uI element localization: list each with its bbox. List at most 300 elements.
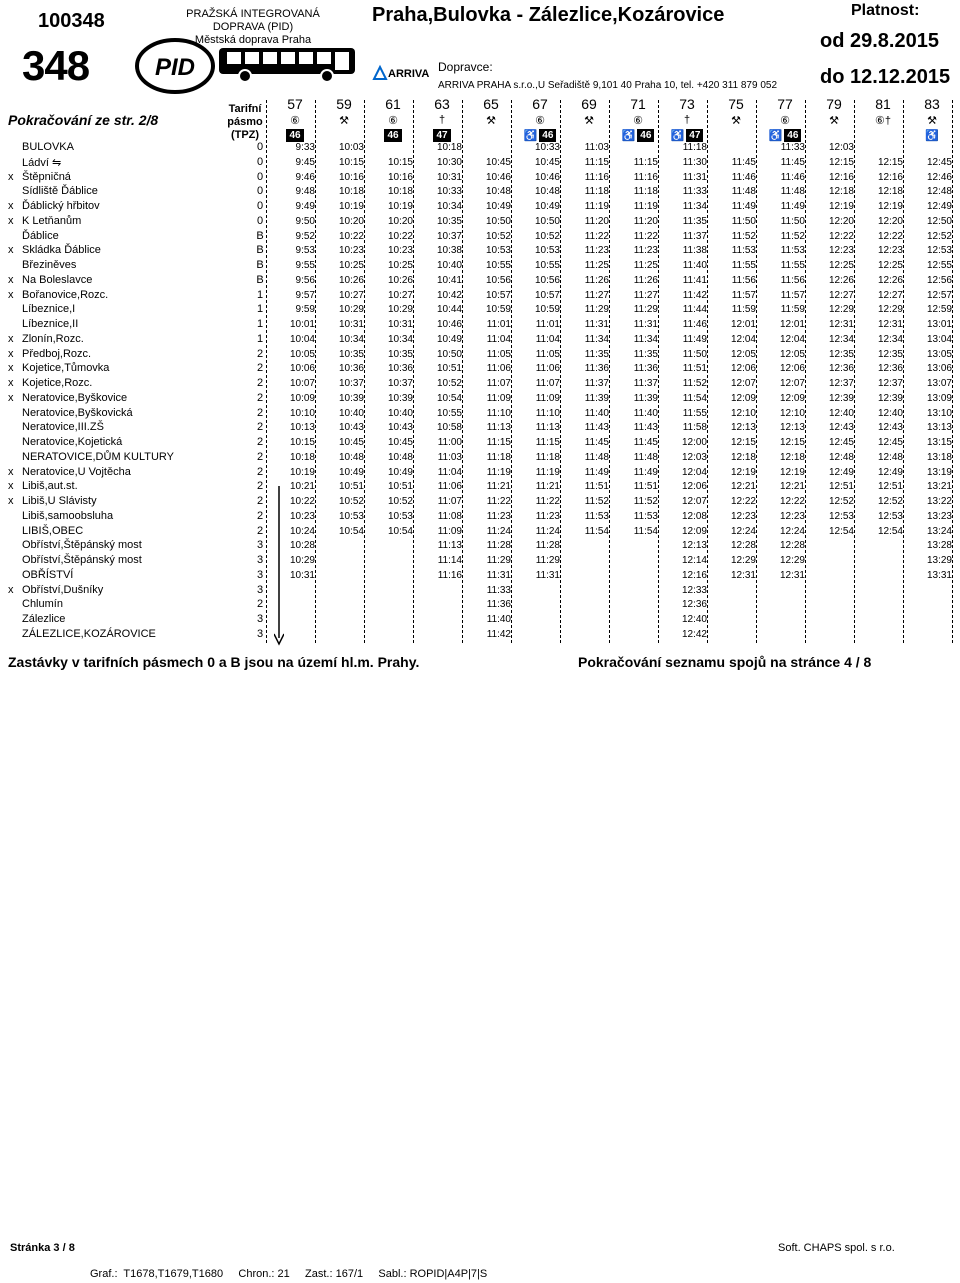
carrier-label: Dopravce: xyxy=(438,60,493,74)
departure-time: 13:23 xyxy=(926,510,952,522)
departure-time: 10:13 xyxy=(289,422,315,434)
on-request-marker: x xyxy=(8,377,14,389)
departure-time: 11:25 xyxy=(584,260,609,271)
departure-time: 11:43 xyxy=(584,422,609,434)
trip-number: 69 xyxy=(581,96,597,112)
departure-time: 11:25 xyxy=(633,260,658,271)
departure-time: 12:50 xyxy=(926,215,952,227)
departure-time: 12:05 xyxy=(779,348,805,360)
trip-badges xyxy=(612,129,664,142)
departure-time: 11:53 xyxy=(633,510,658,522)
departure-time: 11:07 xyxy=(535,378,560,389)
departure-time: 12:59 xyxy=(926,304,952,316)
departure-time: 13:18 xyxy=(926,451,952,463)
departure-time: 11:36 xyxy=(486,599,511,611)
departure-time: 9:55 xyxy=(295,260,315,271)
departure-time: 11:19 xyxy=(486,466,511,478)
departure-time: 9:56 xyxy=(295,274,315,286)
trip-badges xyxy=(857,129,909,142)
departure-time: 12:27 xyxy=(877,289,903,301)
departure-time: 11:06 xyxy=(486,363,511,375)
departure-time: 12:01 xyxy=(779,319,805,330)
trip-badges xyxy=(416,129,468,142)
column-separator xyxy=(560,100,561,643)
departure-time: 11:36 xyxy=(633,363,658,375)
departure-time: 10:25 xyxy=(338,260,364,271)
trip-badges xyxy=(710,129,762,142)
stop-name: K Letňanům xyxy=(22,214,82,227)
departure-time: 11:31 xyxy=(633,319,658,330)
departure-time: 12:39 xyxy=(828,392,854,404)
column-separator xyxy=(413,100,414,643)
departure-time: 11:41 xyxy=(682,274,707,286)
departure-time: 11:49 xyxy=(731,201,756,212)
trip-number: 81 xyxy=(875,96,891,112)
departure-time: 10:15 xyxy=(289,437,315,448)
departure-time: 11:46 xyxy=(682,319,707,330)
departure-time: 10:45 xyxy=(338,437,364,448)
departure-time: 11:54 xyxy=(682,392,707,404)
departure-time: 10:45 xyxy=(534,156,560,168)
departure-time: 10:22 xyxy=(387,230,413,242)
departure-time: 10:52 xyxy=(485,230,511,242)
departure-time: 10:26 xyxy=(387,274,413,286)
departure-time: 11:37 xyxy=(682,230,707,242)
departure-time: 12:34 xyxy=(828,333,854,345)
departure-time: 12:46 xyxy=(926,171,952,183)
organization-name: PRAŽSKÁ INTEGROVANÁ DOPRAVA (PID) xyxy=(186,8,320,33)
departure-time: 10:37 xyxy=(436,230,462,242)
departure-time: 10:49 xyxy=(436,333,462,345)
stop-name: Obříství,Dušníky xyxy=(22,583,104,596)
stop-zone: 2 xyxy=(256,465,264,478)
departure-time: 12:53 xyxy=(877,510,903,522)
departure-time: 11:23 xyxy=(633,245,658,257)
departure-time: 10:40 xyxy=(387,407,413,419)
departure-time: 11:35 xyxy=(584,348,609,360)
departure-time: 12:04 xyxy=(730,333,756,345)
departure-time: 12:19 xyxy=(877,201,903,212)
departure-time: 10:48 xyxy=(485,186,511,198)
departure-time: 10:16 xyxy=(387,171,413,183)
on-request-marker: x xyxy=(8,347,14,360)
departure-time: 11:50 xyxy=(731,215,756,227)
departure-time: 11:49 xyxy=(780,201,805,212)
departure-time: 12:23 xyxy=(730,510,756,522)
departure-time: 10:31 xyxy=(387,319,413,330)
stop-zone: 0 xyxy=(256,141,264,153)
departure-time: 12:49 xyxy=(926,201,952,212)
departure-time: 10:30 xyxy=(436,156,462,168)
departure-time: 11:13 xyxy=(486,422,511,434)
trip-symbol: ⚒ xyxy=(829,115,839,127)
departure-time: 12:16 xyxy=(877,171,903,183)
stop-zone: 1 xyxy=(256,288,264,301)
on-request-marker: x xyxy=(8,362,14,375)
departure-time: 10:54 xyxy=(387,525,413,537)
departure-time: 10:07 xyxy=(289,378,315,389)
departure-time: 10:05 xyxy=(289,348,315,360)
column-separator xyxy=(952,100,953,643)
wheelchair-icon: ♿ xyxy=(925,130,939,142)
column-separator xyxy=(511,100,512,643)
on-request-marker: x xyxy=(8,332,14,345)
stop-name: Libiš,U Slávisty xyxy=(22,495,97,507)
departure-time: 11:04 xyxy=(535,333,560,345)
departure-time: 12:22 xyxy=(877,230,903,242)
departure-time: 10:53 xyxy=(387,510,413,522)
departure-time: 10:55 xyxy=(436,407,462,419)
departure-time: 12:26 xyxy=(877,274,903,286)
departure-time: 11:31 xyxy=(682,171,707,183)
trip-badges xyxy=(661,129,713,142)
departure-time: 12:23 xyxy=(828,245,854,257)
continuation-note: Pokračování seznamu spojů na stránce 4 / 8 xyxy=(578,654,872,670)
departure-time: 12:29 xyxy=(828,304,854,316)
on-request-marker: x xyxy=(8,214,14,227)
departure-time: 10:46 xyxy=(436,319,462,330)
departure-time: 12:35 xyxy=(828,348,854,360)
departure-time: 11:35 xyxy=(633,348,658,360)
departure-time: 11:29 xyxy=(633,304,658,316)
departure-time: 11:39 xyxy=(584,392,609,404)
departure-time: 10:54 xyxy=(338,525,364,537)
departure-time: 10:18 xyxy=(338,186,364,198)
departure-time: 10:52 xyxy=(436,378,462,389)
trip-number: 75 xyxy=(728,96,744,112)
departure-time: 12:28 xyxy=(730,540,756,552)
departure-time: 12:25 xyxy=(877,260,903,271)
departure-time: 11:49 xyxy=(682,333,707,345)
departure-time: 12:19 xyxy=(828,201,854,212)
trip-symbol: † xyxy=(438,114,446,126)
departure-time: 12:13 xyxy=(730,422,756,434)
departure-time: 10:26 xyxy=(338,274,364,286)
stop-name: Zálezlice xyxy=(22,613,66,625)
departure-time: 12:00 xyxy=(681,437,707,448)
departure-time: 10:56 xyxy=(485,274,511,286)
departure-time: 11:15 xyxy=(535,437,560,448)
departure-time: 11:49 xyxy=(584,466,609,478)
departure-time: 11:55 xyxy=(780,260,805,271)
departure-time: 11:13 xyxy=(535,422,560,434)
departure-time: 12:23 xyxy=(877,245,903,257)
trip-badge: 46 xyxy=(784,129,801,142)
departure-time: 12:16 xyxy=(828,171,854,183)
departure-time: 10:36 xyxy=(387,363,413,375)
departure-time: 10:46 xyxy=(485,171,511,183)
departure-time: 11:57 xyxy=(780,289,805,301)
departure-time: 11:16 xyxy=(437,569,462,581)
departure-time: 11:45 xyxy=(780,156,805,168)
departure-time: 10:48 xyxy=(338,451,364,463)
departure-time: 11:31 xyxy=(584,319,609,330)
departure-time: 12:22 xyxy=(779,496,805,507)
departure-time: 12:35 xyxy=(877,348,903,360)
departure-time: 11:03 xyxy=(437,451,462,463)
departure-time: 10:43 xyxy=(338,422,364,434)
on-request-marker: x xyxy=(8,288,14,301)
departure-time: 10:53 xyxy=(338,510,364,522)
departure-time: 13:13 xyxy=(926,422,952,434)
departure-time: 10:50 xyxy=(436,348,462,360)
departure-time: 10:55 xyxy=(485,260,511,271)
departure-time: 11:36 xyxy=(584,363,609,375)
departure-time: 10:42 xyxy=(436,289,462,301)
departure-time: 11:18 xyxy=(486,451,511,463)
departure-time: 11:26 xyxy=(633,274,658,286)
departure-time: 10:25 xyxy=(387,260,413,271)
departure-time: 11:34 xyxy=(584,333,609,345)
departure-time: 10:31 xyxy=(338,319,364,330)
departure-time: 10:50 xyxy=(534,215,560,227)
column-separator xyxy=(707,100,708,643)
departure-time: 12:53 xyxy=(926,245,952,257)
stop-name: Neratovice,Byškovice xyxy=(22,391,128,404)
departure-time: 10:59 xyxy=(485,304,511,316)
departure-time: 10:18 xyxy=(387,186,413,198)
departure-time: 12:21 xyxy=(779,481,805,493)
departure-time: 10:20 xyxy=(338,215,364,227)
departure-time: 11:18 xyxy=(584,186,609,198)
trip-badges xyxy=(318,129,370,142)
departure-time: 11:19 xyxy=(535,466,560,478)
departure-time: 12:49 xyxy=(877,466,903,478)
stop-zone: 2 xyxy=(256,377,264,389)
arriva-logo-text: ARRIVA xyxy=(388,68,430,80)
departure-time: 10:37 xyxy=(387,378,413,389)
stop-zone: 2 xyxy=(256,450,264,463)
stop-zone: 1 xyxy=(256,318,264,330)
departure-time: 11:01 xyxy=(486,319,511,330)
departure-time: 11:56 xyxy=(780,274,805,286)
stop-zone: 0 xyxy=(256,170,264,183)
departure-time: 12:33 xyxy=(681,584,707,596)
departure-time: 11:29 xyxy=(486,555,511,566)
stop-name: Neratovice,U Vojtěcha xyxy=(22,465,131,478)
departure-time: 13:19 xyxy=(926,466,952,478)
departure-time: 10:29 xyxy=(289,555,315,566)
departure-time: 12:36 xyxy=(681,599,707,611)
departure-time: 10:44 xyxy=(436,304,462,316)
stop-zone: B xyxy=(256,244,264,257)
departure-time: 11:58 xyxy=(682,422,707,434)
departure-time: 10:40 xyxy=(338,407,364,419)
departure-time: 12:48 xyxy=(828,451,854,463)
departure-time: 13:29 xyxy=(926,555,952,566)
departure-time: 13:21 xyxy=(926,481,952,493)
stop-zone: 2 xyxy=(256,495,264,507)
departure-time: 11:21 xyxy=(535,481,560,493)
departure-time: 11:33 xyxy=(780,142,805,153)
departure-time: 11:59 xyxy=(780,304,805,316)
departure-time: 12:37 xyxy=(877,378,903,389)
trip-symbol: ⑥† xyxy=(875,115,891,127)
departure-time: 11:24 xyxy=(486,525,511,537)
departure-time: 10:51 xyxy=(387,481,413,493)
departure-time: 10:51 xyxy=(338,481,364,493)
departure-time: 10:48 xyxy=(387,451,413,463)
stop-zone: 1 xyxy=(256,303,264,316)
departure-time: 12:28 xyxy=(779,540,805,552)
departure-time: 9:52 xyxy=(295,230,315,242)
wheelchair-icon: ♿ xyxy=(768,130,783,142)
departure-time: 12:18 xyxy=(779,451,805,463)
stop-zone: B xyxy=(256,273,264,286)
stop-zone: 2 xyxy=(256,406,264,419)
departure-time: 11:51 xyxy=(584,481,609,493)
pid-logo-text: PID xyxy=(154,54,196,81)
departure-time: 11:53 xyxy=(584,510,609,522)
trip-symbol: † xyxy=(683,114,691,126)
departure-time: 11:05 xyxy=(535,348,560,360)
stop-name: Chlumín xyxy=(22,598,63,611)
departure-time: 11:22 xyxy=(633,230,658,242)
departure-time: 10:33 xyxy=(534,142,560,153)
departure-time: 12:07 xyxy=(779,378,805,389)
stop-name: ZÁLEZLICE,KOZÁROVICE xyxy=(22,627,156,640)
trip-symbol: ⚒ xyxy=(584,115,594,127)
departure-time: 11:06 xyxy=(535,363,560,375)
departure-time: 12:15 xyxy=(779,437,805,448)
trip-badge: 47 xyxy=(433,129,450,142)
on-request-marker: x xyxy=(8,273,14,286)
footer-meta: Graf.: T1678,T1679,T1680 Chron.: 21 Zast.: 167/1 Sabl.: ROPID|A4P|7|S xyxy=(90,1268,488,1280)
departure-time: 10:39 xyxy=(338,392,364,404)
departure-time: 10:49 xyxy=(485,201,511,212)
stop-name: LIBIŠ,OBEC xyxy=(22,524,84,537)
departure-time: 9:33 xyxy=(295,142,315,153)
departure-time: 12:52 xyxy=(926,230,952,242)
stop-name: Zlonín,Rozc. xyxy=(22,332,84,345)
departure-time: 10:29 xyxy=(338,304,364,316)
departure-time: 11:09 xyxy=(535,392,560,404)
departure-time: 11:46 xyxy=(731,171,756,183)
departure-time: 11:52 xyxy=(731,230,756,242)
trip-symbol: ⑥ xyxy=(388,115,398,127)
departure-time: 11:23 xyxy=(584,245,609,257)
on-request-marker: x xyxy=(8,465,14,478)
departure-time: 11:33 xyxy=(486,584,511,596)
stop-name: Štěpničná xyxy=(22,170,71,183)
stop-name: Kojetice,Tůmovka xyxy=(22,362,110,375)
stop-name: Ďáblický hřbitov xyxy=(22,200,100,212)
departure-time: 11:59 xyxy=(731,304,756,316)
departure-time: 11:46 xyxy=(780,171,805,183)
departure-time: 12:15 xyxy=(828,156,854,168)
departure-time: 11:22 xyxy=(535,496,560,507)
software-credit: Soft. CHAPS spol. s r.o. xyxy=(778,1242,895,1254)
departure-time: 12:09 xyxy=(779,392,805,404)
departure-time: 12:39 xyxy=(877,392,903,404)
departure-time: 11:31 xyxy=(535,569,560,581)
zone-header-line: pásmo xyxy=(227,116,263,128)
departure-time: 11:45 xyxy=(731,156,756,168)
departure-time: 11:30 xyxy=(682,156,707,168)
departure-time: 10:34 xyxy=(436,201,462,212)
departure-time: 11:15 xyxy=(633,156,658,168)
departure-time: 11:20 xyxy=(584,215,609,227)
departure-time: 11:33 xyxy=(682,186,707,198)
on-request-marker: x xyxy=(8,244,14,257)
departure-time: 10:46 xyxy=(534,171,560,183)
departure-time: 12:20 xyxy=(877,215,903,227)
stop-name: Neratovice,Kojetická xyxy=(22,436,123,448)
trip-badges xyxy=(759,129,811,142)
departure-time: 11:15 xyxy=(486,437,511,448)
departure-time: 11:22 xyxy=(584,230,609,242)
trip-badges xyxy=(906,129,958,142)
departure-time: 11:21 xyxy=(486,481,511,493)
stop-name: Sídliště Ďáblice xyxy=(22,185,98,198)
stop-name: Kojetice,Rozc. xyxy=(22,377,93,389)
departure-time: 10:50 xyxy=(485,215,511,227)
trip-symbol: ⑥ xyxy=(633,115,643,127)
on-request-marker: x xyxy=(8,170,14,183)
departure-time: 11:23 xyxy=(486,510,511,522)
stop-zone: B xyxy=(256,259,264,271)
valid-from: od 29.8.2015 xyxy=(820,30,939,52)
departure-time: 13:07 xyxy=(926,378,952,389)
departure-time: 10:18 xyxy=(436,142,462,153)
departure-time: 12:23 xyxy=(779,510,805,522)
stop-zone: 3 xyxy=(256,627,264,640)
departure-time: 11:29 xyxy=(535,555,560,566)
departure-time: 12:56 xyxy=(926,274,952,286)
departure-time: 11:40 xyxy=(584,407,609,419)
on-request-marker: x xyxy=(8,200,14,212)
trip-symbol: ⚒ xyxy=(339,115,349,127)
departure-time: 11:15 xyxy=(584,156,609,168)
departure-time: 11:05 xyxy=(486,348,511,360)
departure-time: 11:07 xyxy=(437,496,462,507)
stop-zone: 2 xyxy=(256,436,264,448)
stop-zone: 2 xyxy=(256,509,264,522)
departure-time: 10:57 xyxy=(534,289,560,301)
departure-time: 10:53 xyxy=(534,245,560,257)
column-separator xyxy=(805,100,806,643)
departure-time: 11:10 xyxy=(535,407,560,419)
departure-time: 12:53 xyxy=(828,510,854,522)
on-request-marker: x xyxy=(8,583,14,596)
stop-zone: 2 xyxy=(256,347,264,360)
trip-symbol: ⑥ xyxy=(290,115,300,127)
departure-time: 9:57 xyxy=(295,289,315,301)
stop-zone: 0 xyxy=(256,155,264,168)
departure-time: 10:19 xyxy=(289,466,315,478)
departure-time: 12:19 xyxy=(779,466,805,478)
departure-time: 10:34 xyxy=(338,333,364,345)
departure-time: 11:52 xyxy=(584,496,609,507)
on-request-marker: x xyxy=(8,391,14,404)
departure-time: 12:26 xyxy=(828,274,854,286)
departure-time: 12:06 xyxy=(779,363,805,375)
departure-time: 12:42 xyxy=(681,628,707,640)
departure-time: 11:08 xyxy=(437,510,462,522)
departure-time: 12:07 xyxy=(681,496,707,507)
departure-time: 11:22 xyxy=(486,496,511,507)
departure-time: 11:04 xyxy=(486,333,511,345)
valid-to: do 12.12.2015 xyxy=(820,66,951,88)
departure-time: 12:40 xyxy=(681,614,707,625)
departure-time: 10:57 xyxy=(485,289,511,301)
stop-name: Líbeznice,I xyxy=(22,303,76,316)
departure-time: 10:49 xyxy=(387,466,413,478)
on-request-marker: x xyxy=(8,495,14,507)
departure-time: 10:49 xyxy=(338,466,364,478)
departure-time: 10:54 xyxy=(436,392,462,404)
departure-time: 10:22 xyxy=(338,230,364,242)
